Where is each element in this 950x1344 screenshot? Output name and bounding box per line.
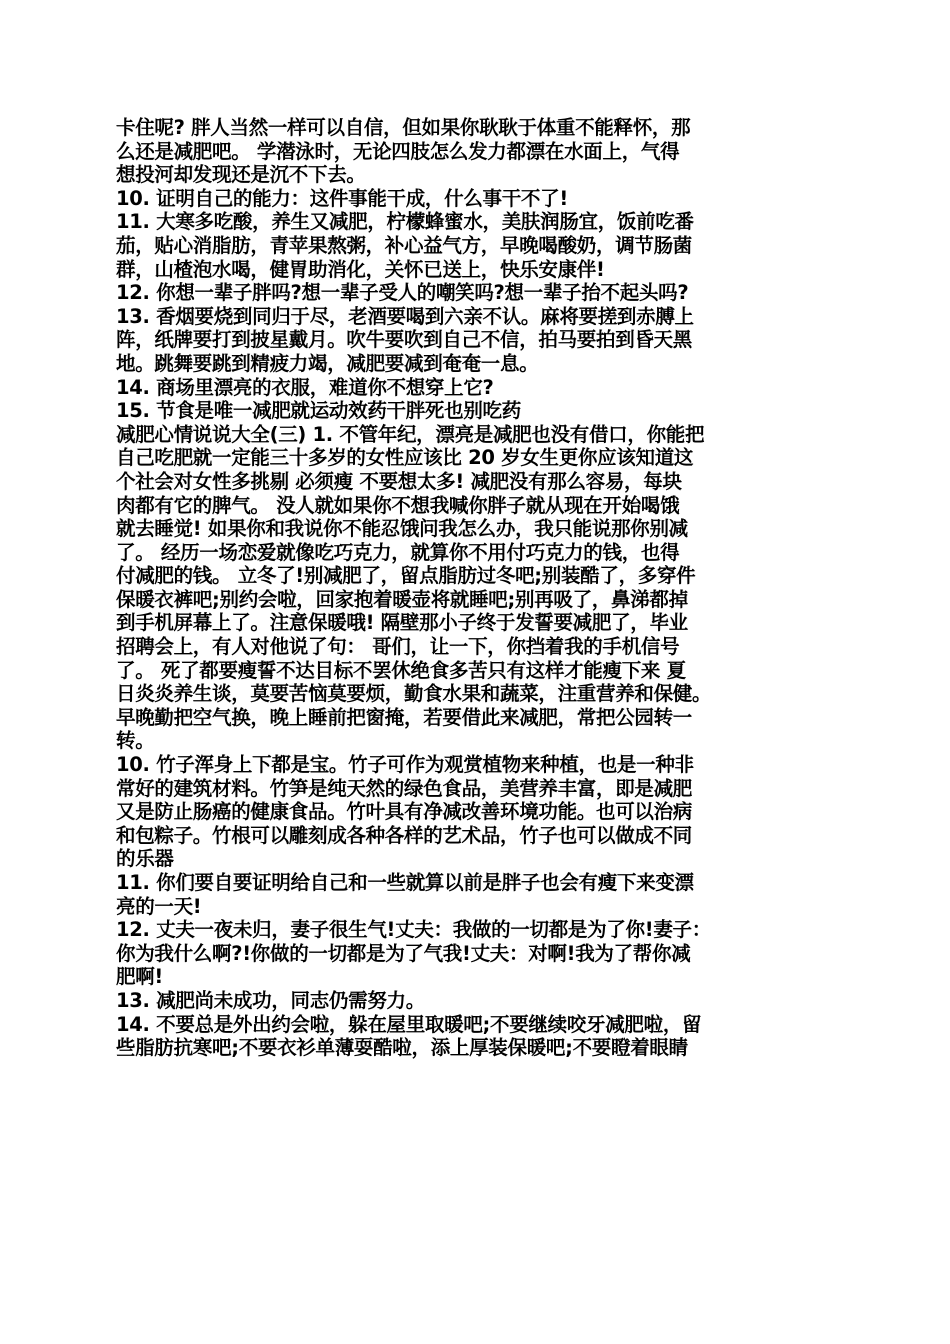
text-line: 了。 经历一场恋爱就像吃巧克力，就算你不用付巧克力的钱，也得 <box>116 540 680 564</box>
text-line: 肥啊! <box>116 965 163 989</box>
text-line: 卡住呢? 胖人当然一样可以自信，但如果你耿耿于体重不能释怀，那 <box>116 116 691 139</box>
text-line: 亮的一天! <box>116 894 202 918</box>
text-line: 想投河却发现还是沉不下去。 <box>116 163 366 187</box>
text-line: 和包粽子。竹根可以雕刻成各种各样的艺术品，竹子也可以做成不同 <box>116 823 693 847</box>
text-line: 你为我什么啊?!你做的一切都是为了气我!丈夫：对啊!我为了帮你减 <box>116 941 691 965</box>
text-line: 日炎炎养生谈，莫要苦恼莫要烦，勤食水果和蔬菜，注重营养和保健。 <box>116 682 712 706</box>
text-line: 11. 你们要自要证明给自己和一些就算以前是胖子也会有瘦下来变漂 <box>116 871 694 894</box>
document-page <box>116 116 846 1060</box>
text-line: 茄，贴心消脂肪，青苹果熬粥，补心益气方，早晚喝酸奶，调节肠菌 <box>116 233 693 257</box>
text-line: 阵，纸牌要打到披星戴月。吹牛要吹到自己不信，拍马要拍到昏天黑 <box>116 328 693 352</box>
text-line: 招聘会上，有人对他说了句： 哥们，让一下，你挡着我的手机信号 <box>116 635 680 659</box>
text-line: 10. 竹子浑身上下都是宝。竹子可作为观赏植物来种植，也是一种非 <box>116 753 694 777</box>
text-line: 早晚勤把空气换，晚上睡前把窗掩，若要借此来减肥，常把公园转一 <box>116 705 693 729</box>
text-line: 12. 你想一辈子胖吗?想一辈子受人的嘲笑吗?想一辈子抬不起头吗? <box>116 281 689 305</box>
text-line: 12. 丈夫一夜未归，妻子很生气!丈夫：我做的一切都是为了你!妻子： <box>116 918 711 942</box>
text-line: 的乐器 <box>116 847 174 871</box>
text-line: 付减肥的钱。 立冬了!别减肥了，留点脂肪过冬吧;别装酷了，多穿件 <box>116 564 696 588</box>
text-line: 转。 <box>116 729 155 753</box>
text-line: 14. 商场里漂亮的衣服，难道你不想穿上它? <box>116 375 494 399</box>
text-line: 么还是减肥吧。 学潜泳时，无论四肢怎么发力都漂在水面上，气得 <box>116 139 680 163</box>
text-line: 15. 节食是唯一减肥就运动效药干胖死也别吃药 <box>116 399 521 423</box>
text-line: 就去睡觉! 如果你和我说你不能忍饿问我怎么办，我只能说那你别减 <box>116 517 688 541</box>
text-line: 13. 香烟要烧到同归于尽，老酒要喝到六亲不认。麻将要搓到赤膊上 <box>116 304 694 328</box>
text-line: 了。 死了都要瘦誓不达目标不罢休绝食多苦只有这样才能瘦下来 夏 <box>116 658 686 682</box>
text-line: 又是防止肠癌的健康食品。竹叶具有净减改善环境功能。也可以治病 <box>116 800 693 824</box>
text-line: 10. 证明自己的能力：这件事能干成，什么事干不了! <box>116 186 568 210</box>
text-line: 些脂肪抗寒吧;不要衣衫单薄耍酷啦，添上厚装保暖吧;不要瞪着眼睛 <box>116 1036 688 1060</box>
text-line: 13. 减肥尚未成功，同志仍需努力。 <box>116 988 425 1012</box>
text-line: 保暖衣裤吧;别约会啦，回家抱着暖壶将就睡吧;别再吸了，鼻涕都掉 <box>116 587 688 611</box>
text-line: 群，山楂泡水喝，健胃助消化，关怀已送上，快乐安康伴! <box>116 257 605 281</box>
text-line: 自己吃肥就一定能三十多岁的女性应该比 20 岁女生更你应该知道这 <box>116 446 694 470</box>
text-line: 14. 不要总是外出约会啦，躲在屋里取暖吧;不要继续咬牙减肥啦，留 <box>116 1012 702 1036</box>
text-line: 地。跳舞要跳到精疲力竭，减肥要减到奄奄一息。 <box>116 351 539 375</box>
text-line: 个社会对女性多挑剔 必须瘦 不要想太多! 减肥没有那么容易，每块 <box>116 469 682 493</box>
text-line: 11. 大寒多吃酸，养生又减肥，柠檬蜂蜜水，美肤润肠宜，饭前吃番 <box>116 210 694 234</box>
text-line: 减肥心情说说大全(三) 1. 不管年纪，漂亮是减肥也没有借口，你能把 <box>116 422 705 446</box>
text-line: 常好的建筑材料。竹笋是纯天然的绿色食品，美营养丰富，即是减肥 <box>116 776 693 800</box>
text-line: 肉都有它的脾气。 没人就如果你不想我喊你胖子就从现在开始喝饿 <box>116 493 680 517</box>
text-line: 到手机屏幕上了。注意保暖哦! 隔壁那小子终于发誓要减肥了，毕业 <box>116 611 688 635</box>
